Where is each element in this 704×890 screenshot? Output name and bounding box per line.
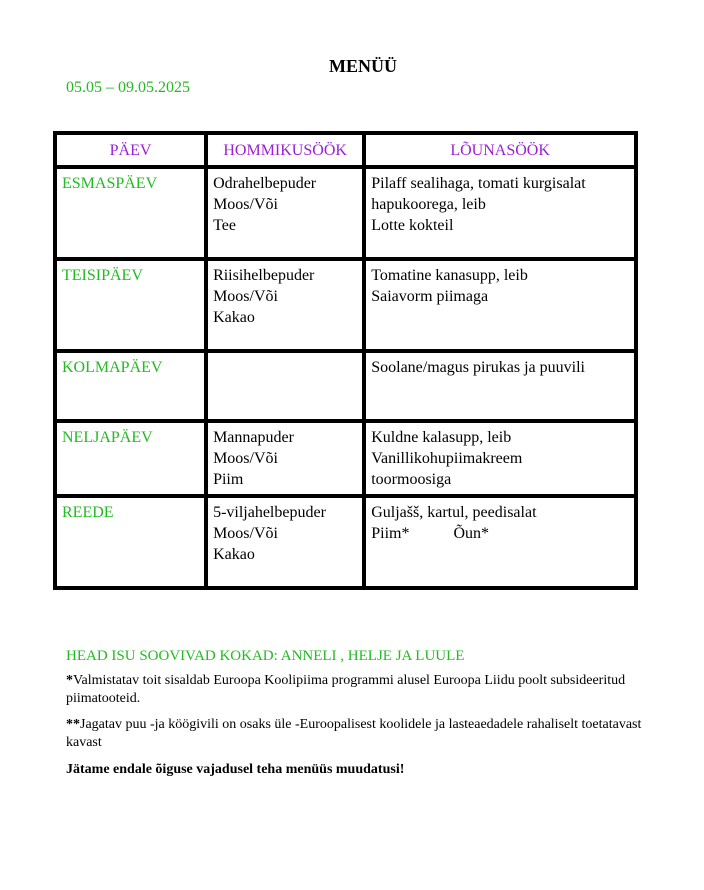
menu-item: Tee <box>213 217 236 234</box>
table-row <box>57 261 634 349</box>
lunch-cell <box>366 423 634 494</box>
menu-table <box>53 131 638 590</box>
footnote-marker: ** <box>66 717 80 732</box>
lunch-cell <box>366 261 634 349</box>
table-row <box>57 353 634 419</box>
menu-item: Riisihelbepuder <box>213 267 315 284</box>
menu-item: Moos/Või <box>213 288 278 305</box>
menu-item: Odrahelbepuder <box>213 175 317 192</box>
menu-item: Moos/Või <box>213 525 278 542</box>
day-cell: ESMASPÄEV <box>57 169 204 257</box>
header-breakfast: HOMMIKUSÖÖK <box>208 135 362 165</box>
day-cell: NELJAPÄEV <box>57 423 204 494</box>
footnote-fruit <box>66 716 666 752</box>
header-lunch: LÕUNASÖÖK <box>366 135 634 165</box>
menu-item: Piim <box>213 471 244 488</box>
table-row <box>57 498 634 586</box>
breakfast-cell <box>208 169 362 257</box>
footnote-text: Valmistatav toit sisaldab Euroopa Koolipiima programmi alusel Euroopa Liidu poolt subsideeritud piimatooteid. <box>66 673 626 706</box>
menu-item: Kakao <box>213 309 255 326</box>
menu-item: Guljašš, kartul, peedisalat <box>371 504 537 521</box>
lunch-cell <box>366 353 634 419</box>
menu-item: 5-viljahelbepuder <box>213 504 326 521</box>
menu-item: hapukoorega, leib <box>371 196 486 213</box>
table-row <box>57 423 634 494</box>
table-row <box>57 169 634 257</box>
menu-item: Mannapuder <box>213 429 294 446</box>
breakfast-cell <box>208 261 362 349</box>
cooks-greeting: HEAD ISU SOOVIVAD KOKAD: ANNELI , HELJE JA LUULE <box>66 648 465 664</box>
menu-item: Kuldne kalasupp, leib <box>371 429 512 446</box>
menu-item: Saiavorm piimaga <box>371 288 489 305</box>
change-notice: Jätame endale õiguse vajadusel teha menüüs muudatusi! <box>66 762 405 777</box>
footnote-text: Jagatav puu -ja köögivili on osaks üle -Euroopalisest koolidele ja lasteaedadele rahaliselt toetatavast kavast <box>66 717 642 750</box>
menu-item: Moos/Või <box>213 450 278 467</box>
day-cell: TEISIPÄEV <box>57 261 204 349</box>
menu-item: Pilaff sealihaga, tomati kurgisalat <box>371 175 586 192</box>
lunch-cell <box>366 169 634 257</box>
day-cell: KOLMAPÄEV <box>57 353 204 419</box>
menu-item: toormoosiga <box>371 471 452 488</box>
header-day: PÄEV <box>57 135 204 165</box>
footnote-milk <box>66 672 666 708</box>
menu-item: Kakao <box>213 546 255 563</box>
breakfast-cell <box>208 498 362 586</box>
lunch-cell <box>366 498 634 586</box>
breakfast-cell <box>208 423 362 494</box>
breakfast-cell <box>208 353 362 419</box>
menu-item: Lotte kokteil <box>371 217 454 234</box>
menu-item: Moos/Või <box>213 196 278 213</box>
menu-item: Piim* Õun* <box>371 525 490 542</box>
menu-item: Vanillikohupiimakreem <box>371 450 523 467</box>
menu-item: Tomatine kanasupp, leib <box>371 267 528 284</box>
header-row <box>57 135 634 165</box>
date-range: 05.05 – 09.05.2025 <box>66 79 190 96</box>
menu-item: Soolane/magus pirukas ja puuvili <box>371 359 585 376</box>
footnote-marker: * <box>66 673 73 688</box>
page-title: MENÜÜ <box>329 56 397 76</box>
day-cell: REEDE <box>57 498 204 586</box>
